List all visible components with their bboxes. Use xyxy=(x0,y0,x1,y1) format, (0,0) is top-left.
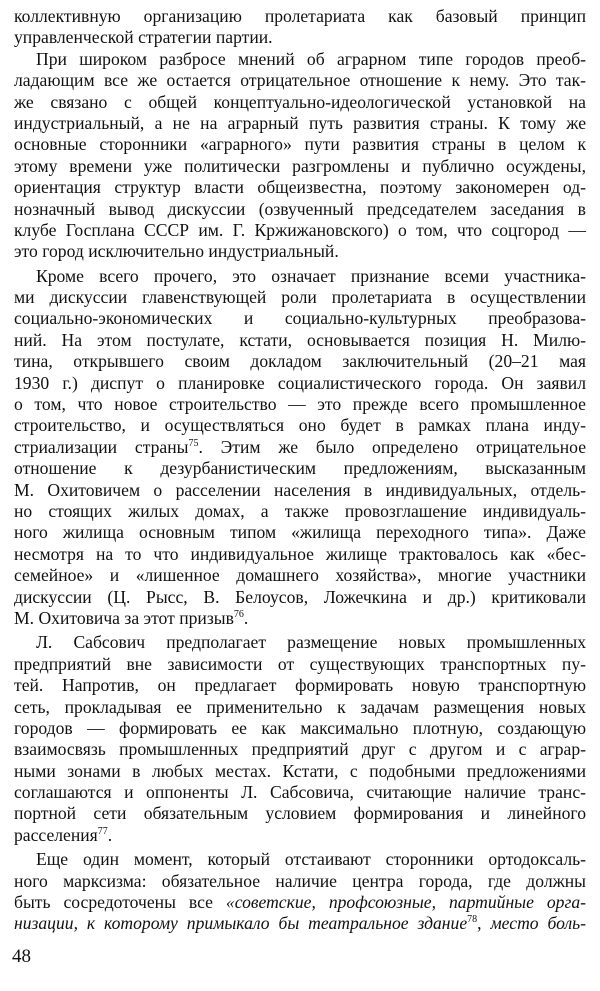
text-line: индустриальный, а не на аграрный путь развития страны. К тому же xyxy=(14,112,586,133)
text-line: портной сети обязательным условием формирования и линейного xyxy=(14,803,586,824)
text-line: но стоящих жилых домах, а также провозглашение индивидуаль- xyxy=(14,500,586,521)
footnote-ref-78: 78 xyxy=(467,914,478,926)
text-line: соглашаются и оппоненты Л. Сабсовича, считающие наличие транс- xyxy=(14,782,586,803)
text-line: ний. На этом постулате, кстати, основывается позиция Н. Милю- xyxy=(14,329,586,350)
text-line: ми дискуссии главенствующей роли пролетариата в осуществлении xyxy=(14,287,586,308)
text-line: ного марксизма: обязательное наличие центра города, где должны xyxy=(14,870,586,891)
text-line: М. Охитовичем о расселении населения в индивидуальных, отдель- xyxy=(14,479,586,500)
text-line: нозначный вывод дискуссии (озвученный председателем заседания в xyxy=(14,198,586,219)
text-line: городов — формировать ее как максимально плотную, создающую xyxy=(14,717,586,738)
text-line: При широком разбросе мнений об аграрном типе городов преоб- xyxy=(36,48,586,69)
quotation-italic: низации, к которому примыкало бы театральное здание xyxy=(14,913,468,934)
text-line: несмотря на то что индивидуальное жилище трактовалось как «бес- xyxy=(14,543,586,564)
text-line: клубе Госплана СССР им. Г. Кржижановского) о том, что соцгород — xyxy=(14,219,586,240)
footnote-ref-76: 76 xyxy=(233,608,244,620)
text-line: низации, к которому примыкало бы театральное здание$^{78}$, место боль- xyxy=(14,913,586,934)
text-line: быть сосредоточены все «советские, профсоюзные, партийные орга- xyxy=(14,892,586,913)
text-line: Кроме всего прочего, это означает признание всеми участника- xyxy=(36,265,586,286)
text-line: Л. Сабсович предполагает размещение новых промышленных xyxy=(36,632,586,653)
text-line: тина, открывшего своим докладом заключительный (20–21 мая xyxy=(14,351,586,372)
text-line: 1930 г.) диспут о планировке социалистического города. Он заявил xyxy=(14,372,586,393)
text-line: управленческой стратегии партии. xyxy=(14,27,273,48)
text-line: отношение к дезурбанистическим предложениям, высказанным xyxy=(14,458,586,479)
text-line: социально-экономических и социально-культурных преобразова- xyxy=(14,308,586,329)
page-number: 48 xyxy=(12,946,31,967)
paragraph-2 xyxy=(14,49,586,263)
text-line: основные сторонники «аграрного» пути развития страны в целом к xyxy=(14,134,586,155)
text-line: сеть, прокладывая ее применительно к задачам размещения новых xyxy=(14,696,586,717)
paragraph-4 xyxy=(14,632,586,846)
paragraph-5 xyxy=(14,849,586,935)
text-line: коллективную организацию пролетариата как базовый принцип xyxy=(14,6,586,26)
text-line: расселения$^{77}$. xyxy=(14,824,113,845)
paragraph-3 xyxy=(14,266,586,630)
text-line: стриализации страны$^{75}$. Этим же было определено отрицательное xyxy=(14,436,586,457)
quotation-italic: место боль- xyxy=(490,913,586,934)
text-line: предприятий вне зависимости от существующих транспортных пу- xyxy=(14,653,586,674)
paragraph-1 xyxy=(14,6,586,49)
text-line: о том, что новое строительство — это прежде всего промышленное xyxy=(14,394,586,415)
text-line: ного жилища основным типом «жилища переходного типа». Даже xyxy=(14,522,586,543)
text-line: семейное» и «лишенное домашнего хозяйства», многие участники xyxy=(14,565,586,586)
footnote-ref-77: 77 xyxy=(97,825,108,837)
text-line: дискуссии (Ц. Рысс, В. Белоусов, Ложечкина и др.) критиковали xyxy=(14,586,586,607)
text-line: М. Охитовича за этот призыв$^{76}$. xyxy=(14,607,249,628)
text-line: Еще один момент, который отстаивают сторонники ортодоксаль- xyxy=(36,849,586,870)
footnote-ref-75: 75 xyxy=(188,437,199,449)
text-line: тей. Напротив, он предлагает формировать новую транспортную xyxy=(14,675,586,696)
text-line: взаимосвязь промышленных предприятий друг с другом и с аграр- xyxy=(14,739,586,760)
quotation-italic: «советские, профсоюзные, партийные орга- xyxy=(212,892,586,913)
text-line: ладающим все же остается отрицательное отношение к нему. Это так- xyxy=(14,70,586,91)
text-line: это город исключительно индустриальный. xyxy=(14,241,339,262)
text-line: ными зонами в любых местах. Кстати, с подобными предложениями xyxy=(14,760,586,781)
body-text xyxy=(14,6,586,935)
text-line: ориентация структур власти общеизвестна, поэтому закономерен од- xyxy=(14,177,586,198)
text-line: строительство, и осуществляться оно будет в рамках плана инду- xyxy=(14,415,586,436)
text-line: же связано с общей концептуально-идеологической установкой на xyxy=(14,91,586,112)
text-line: этому времени уже политически разгромлены и публично осуждены, xyxy=(14,155,586,176)
